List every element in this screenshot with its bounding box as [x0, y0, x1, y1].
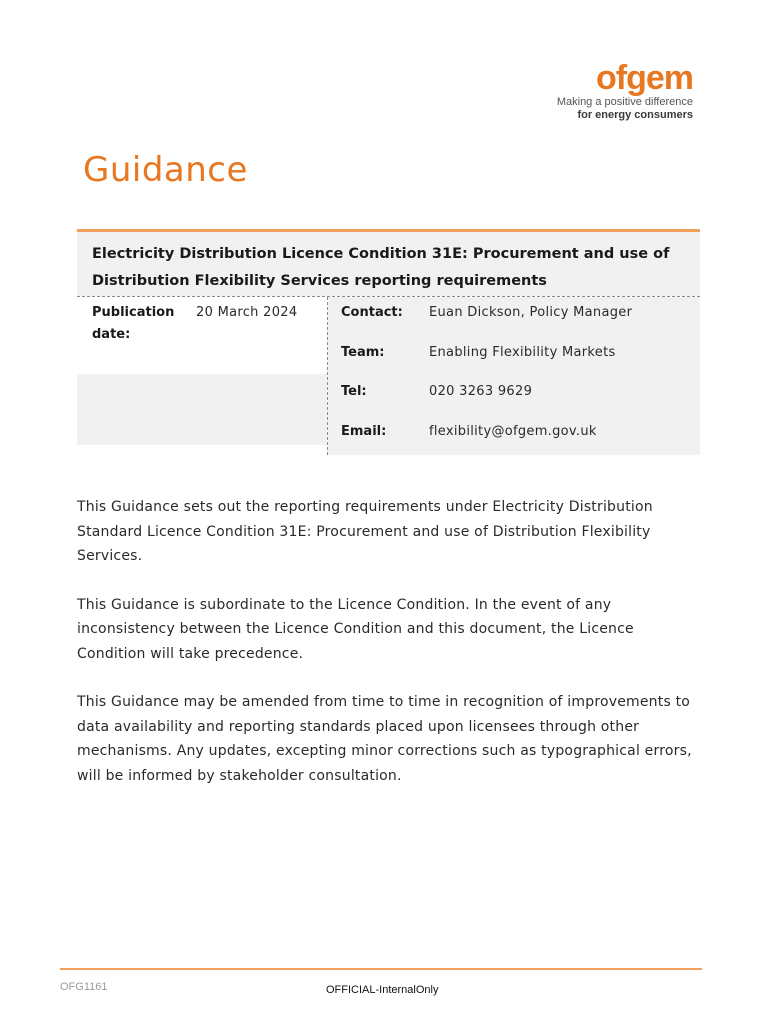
publication-cell: [77, 297, 327, 368]
body-paragraph: This Guidance sets out the reporting requirements under Electricity Distribution Standard Licence Condition 31E: Procurement and use of Distribution Flexibility Services.: [77, 499, 653, 564]
contact-panel: [328, 297, 700, 455]
team-value: Enabling Flexibility Markets: [429, 345, 616, 360]
publication-label: Publication: [92, 305, 175, 320]
logo-wordmark: ofgem: [596, 59, 693, 97]
contact-label: Contact:: [341, 305, 403, 320]
tel-value: 020 3263 9629: [429, 384, 533, 399]
body-paragraph: This Guidance may be amended from time to time in recognition of improvements to data availability and reporting standards placed upon licensees through other mechanisms. Any updates, excepting minor corrections such as typographical errors, will be informed by stakeholder consultation.: [77, 694, 692, 784]
document-info-box: [77, 229, 700, 455]
logo-tagline: Making a positive difference: [556, 96, 693, 108]
email-value[interactable]: flexibility@ofgem.gov.uk: [429, 424, 597, 439]
info-box-header: [77, 232, 700, 296]
body-paragraph: This Guidance is subordinate to the Licence Condition. In the event of any inconsistency between the Licence Condition and this document, the Licence Condition will take precedence.: [77, 596, 634, 662]
contact-value: Euan Dickson, Policy Manager: [429, 305, 633, 320]
team-label: Team:: [341, 345, 385, 360]
publication-label-date: date:: [92, 327, 131, 342]
publication-date: 20 March 2024: [196, 305, 298, 320]
ofgem-logo: [557, 60, 693, 122]
email-label: Email:: [341, 424, 387, 439]
footer-document-code: OFG1161: [60, 981, 108, 993]
footer-rule: [60, 968, 702, 970]
footer-classification: OFFICIAL-InternalOnly: [326, 984, 439, 996]
document-type-heading: Guidance: [83, 150, 248, 190]
guidance-body: [77, 495, 702, 812]
logo-tagline-bold: for energy consumers: [577, 109, 693, 121]
tel-label: Tel:: [341, 384, 367, 399]
document-title: Electricity Distribution Licence Condition 31E: Procurement and use of Distribution Flexibility Services reporting requirements: [92, 246, 670, 289]
blank-cell: [77, 374, 327, 445]
